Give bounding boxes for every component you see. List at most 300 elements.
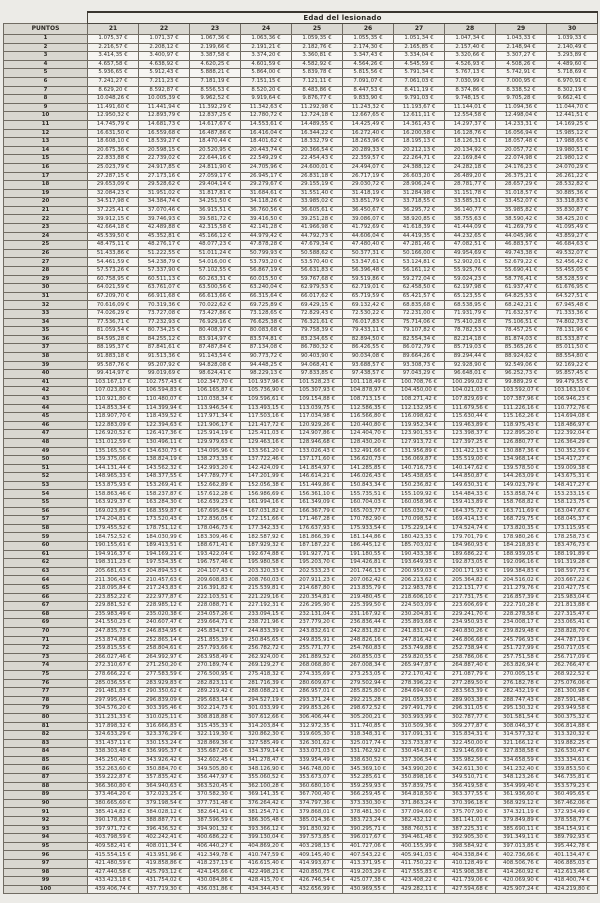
value-cell-age-21: 25.023,79 € bbox=[88, 163, 139, 172]
value-cell-age-27: 82.554,34 € bbox=[394, 335, 445, 344]
value-cell-age-28: 44.232,65 € bbox=[445, 232, 496, 241]
points-row-19 bbox=[4, 189, 598, 198]
value-cell-age-30: 401.134,47 € bbox=[547, 851, 598, 860]
value-cell-age-30: 81.533,87 € bbox=[547, 335, 598, 344]
value-cell-age-28: 8.374,86 € bbox=[445, 86, 496, 95]
value-cell-age-21: 1.075,37 € bbox=[88, 35, 139, 44]
value-cell-age-26: 407.543,22 € bbox=[343, 851, 394, 860]
value-cell-age-23: 102.347,70 € bbox=[190, 378, 241, 387]
value-cell-age-26: 425.077,38 € bbox=[343, 877, 394, 886]
value-cell-age-21: 331.437,11 € bbox=[88, 739, 139, 748]
value-cell-age-29: 204.516,02 € bbox=[496, 576, 547, 585]
value-cell-age-27: 170.098,52 € bbox=[394, 516, 445, 525]
value-cell-age-25: 20.366,54 € bbox=[292, 146, 343, 155]
value-cell-age-28: 3.320,66 € bbox=[445, 52, 496, 61]
value-cell-age-29: 103.592,07 € bbox=[496, 387, 547, 396]
points-cell: 71 bbox=[4, 636, 88, 645]
value-cell-age-23: 322.119,30 € bbox=[190, 731, 241, 740]
value-cell-age-28: 264.887,40 € bbox=[445, 662, 496, 671]
value-cell-age-22: 163.284,30 € bbox=[139, 499, 190, 508]
value-cell-age-27: 371.863,24 € bbox=[394, 799, 445, 808]
value-cell-age-21: 211.306,43 € bbox=[88, 576, 139, 585]
value-cell-age-22: 34.384,74 € bbox=[139, 198, 190, 207]
value-cell-age-27: 93.308,73 € bbox=[394, 361, 445, 370]
value-cell-age-22: 70.319,36 € bbox=[139, 301, 190, 310]
value-cell-age-24: 42.141,28 € bbox=[241, 224, 292, 233]
points-cell: 77 bbox=[4, 688, 88, 697]
value-cell-age-29: 22.074,98 € bbox=[496, 155, 547, 164]
value-cell-age-25: 255.771,77 € bbox=[292, 645, 343, 654]
value-cell-age-27: 44.419,35 € bbox=[394, 232, 445, 241]
value-cell-age-24: 1.063,36 € bbox=[241, 35, 292, 44]
value-cell-age-24: 4.601,59 € bbox=[241, 60, 292, 69]
points-cell: 69 bbox=[4, 619, 88, 628]
value-cell-age-26: 50.377,31 € bbox=[343, 249, 394, 258]
value-cell-age-28: 240.830,26 € bbox=[445, 627, 496, 636]
points-row-85 bbox=[4, 756, 598, 765]
points-row-82 bbox=[4, 731, 598, 740]
value-cell-age-29: 192.096,16 € bbox=[496, 559, 547, 568]
value-cell-age-27: 272.170,42 € bbox=[394, 670, 445, 679]
value-cell-age-28: 75.410,28 € bbox=[445, 318, 496, 327]
value-cell-age-23: 76.929,16 € bbox=[190, 318, 241, 327]
value-cell-age-28: 100.299,02 € bbox=[445, 378, 496, 387]
value-cell-age-29: 425.907,24 € bbox=[496, 885, 547, 894]
value-cell-age-30: 306.814,88 € bbox=[547, 722, 598, 731]
points-cell: 35 bbox=[4, 327, 88, 336]
value-cell-age-22: 24.917,85 € bbox=[139, 163, 190, 172]
value-cell-age-23: 172.836,05 € bbox=[190, 516, 241, 525]
points-cell: 72 bbox=[4, 645, 88, 654]
value-cell-age-30: 15.985,12 € bbox=[547, 129, 598, 138]
value-cell-age-22: 12.893,79 € bbox=[139, 112, 190, 121]
points-cell: 62 bbox=[4, 559, 88, 568]
value-cell-age-26: 9.833,90 € bbox=[343, 95, 394, 104]
value-cell-age-29: 361.936,60 € bbox=[496, 791, 547, 800]
value-cell-age-22: 153.269,41 € bbox=[139, 481, 190, 490]
value-cell-age-23: 302.214,73 € bbox=[190, 705, 241, 714]
value-cell-age-29: 41.269,79 € bbox=[496, 224, 547, 233]
value-cell-age-29: 9.705,28 € bbox=[496, 95, 547, 104]
value-cell-age-23: 196.757,46 € bbox=[190, 559, 241, 568]
value-cell-age-23: 382.641,41 € bbox=[190, 808, 241, 817]
points-row-21 bbox=[4, 206, 598, 215]
value-cell-age-21: 135.165,50 € bbox=[88, 447, 139, 456]
value-cell-age-26: 93.688,57 € bbox=[343, 361, 394, 370]
points-row-4 bbox=[4, 60, 598, 69]
value-cell-age-22: 197.534,35 € bbox=[139, 559, 190, 568]
points-row-6 bbox=[4, 77, 598, 86]
value-cell-age-26: 53.347,61 € bbox=[343, 258, 394, 267]
value-cell-age-27: 247.816,42 € bbox=[394, 636, 445, 645]
value-cell-age-23: 289.219,42 € bbox=[190, 688, 241, 697]
value-cell-age-30: 178.258,73 € bbox=[547, 533, 598, 542]
value-cell-age-26: 124.404,70 € bbox=[343, 430, 394, 439]
value-cell-age-29: 408.506,76 € bbox=[496, 860, 547, 869]
value-cell-age-22: 2.208,12 € bbox=[139, 43, 190, 52]
value-cell-age-29: 222.710,28 € bbox=[496, 602, 547, 611]
value-cell-age-25: 62.979,53 € bbox=[292, 284, 343, 293]
value-cell-age-28: 28.781,77 € bbox=[445, 181, 496, 190]
value-cell-age-23: 16.487,86 € bbox=[190, 129, 241, 138]
value-cell-age-23: 1.067,36 € bbox=[190, 35, 241, 44]
value-cell-age-21: 95.587,76 € bbox=[88, 361, 139, 370]
value-cell-age-25: 101.528,23 € bbox=[292, 378, 343, 387]
value-cell-age-21: 317.898,32 € bbox=[88, 722, 139, 731]
value-cell-age-27: 89.664,26 € bbox=[394, 352, 445, 361]
value-cell-age-29: 163.711,69 € bbox=[496, 507, 547, 516]
points-row-31 bbox=[4, 292, 598, 301]
value-cell-age-22: 323.376,29 € bbox=[139, 731, 190, 740]
value-cell-age-26: 150.843,34 € bbox=[343, 481, 394, 490]
value-cell-age-27: 400.155,99 € bbox=[394, 842, 445, 851]
points-row-15 bbox=[4, 155, 598, 164]
points-row-70 bbox=[4, 627, 598, 636]
value-cell-age-27: 337.306,54 € bbox=[394, 756, 445, 765]
value-cell-age-26: 79.433,11 € bbox=[343, 327, 394, 336]
value-cell-age-21: 20.675,36 € bbox=[88, 146, 139, 155]
value-cell-age-21: 118.907,70 € bbox=[88, 413, 139, 422]
points-cell: 15 bbox=[4, 155, 88, 164]
points-row-100 bbox=[4, 885, 598, 894]
points-row-81 bbox=[4, 722, 598, 731]
value-cell-age-21: 22.833,88 € bbox=[88, 155, 139, 164]
points-cell: 6 bbox=[4, 77, 88, 86]
value-cell-age-27: 79.107,82 € bbox=[394, 327, 445, 336]
value-cell-age-24: 53.793,20 € bbox=[241, 258, 292, 267]
value-cell-age-28: 184.960,93 € bbox=[445, 542, 496, 551]
value-cell-age-22: 8.592,87 € bbox=[139, 86, 190, 95]
value-cell-age-26: 146.026,43 € bbox=[343, 473, 394, 482]
value-cell-age-29: 251.727,99 € bbox=[496, 645, 547, 654]
value-cell-age-24: 410.747,59 € bbox=[241, 851, 292, 860]
points-row-74 bbox=[4, 662, 598, 671]
value-cell-age-21: 10.048,26 € bbox=[88, 95, 139, 104]
value-cell-age-29: 8.338,52 € bbox=[496, 86, 547, 95]
value-cell-age-21: 74.026,29 € bbox=[88, 310, 139, 319]
value-cell-age-26: 3.347,43 € bbox=[343, 52, 394, 61]
value-cell-age-28: 217.731,75 € bbox=[445, 593, 496, 602]
value-cell-age-23: 193.422,04 € bbox=[190, 550, 241, 559]
value-cell-age-25: 146.614,21 € bbox=[292, 473, 343, 482]
points-cell: 99 bbox=[4, 877, 88, 886]
value-cell-age-21: 139.375,06 € bbox=[88, 456, 139, 465]
value-cell-age-21: 107.023,80 € bbox=[88, 387, 139, 396]
points-row-75 bbox=[4, 670, 598, 679]
value-cell-age-21: 57.573,26 € bbox=[88, 267, 139, 276]
value-cell-age-23: 48.077,23 € bbox=[190, 241, 241, 250]
value-cell-age-24: 60.015,50 € bbox=[241, 275, 292, 284]
value-cell-age-28: 85.719,03 € bbox=[445, 344, 496, 353]
value-cell-age-28: 164.375,72 € bbox=[445, 507, 496, 516]
value-cell-age-26: 219.480,45 € bbox=[343, 593, 394, 602]
points-row-90 bbox=[4, 799, 598, 808]
value-cell-age-25: 385.014,36 € bbox=[292, 817, 343, 826]
points-cell: 21 bbox=[4, 206, 88, 215]
points-cell: 25 bbox=[4, 241, 88, 250]
value-cell-age-25: 2.182,76 € bbox=[292, 43, 343, 52]
value-cell-age-21: 131.012,59 € bbox=[88, 438, 139, 447]
points-row-60 bbox=[4, 542, 598, 551]
value-cell-age-30: 221.813,88 € bbox=[547, 602, 598, 611]
value-cell-age-25: 7.121,11 € bbox=[292, 77, 343, 86]
value-cell-age-25: 207.911,23 € bbox=[292, 576, 343, 585]
value-cell-age-24: 355.060,52 € bbox=[241, 774, 292, 783]
value-cell-age-24: 182.587,92 € bbox=[241, 533, 292, 542]
value-cell-age-28: 36.140,77 € bbox=[445, 206, 496, 215]
value-cell-age-28: 24.282,18 € bbox=[445, 163, 496, 172]
points-cell: 61 bbox=[4, 550, 88, 559]
value-cell-age-26: 86.426,55 € bbox=[343, 344, 394, 353]
value-cell-age-25: 339.954,49 € bbox=[292, 756, 343, 765]
value-cell-age-27: 24.388,12 € bbox=[394, 163, 445, 172]
value-cell-age-27: 36.295,72 € bbox=[394, 206, 445, 215]
value-cell-age-28: 16.128,76 € bbox=[445, 129, 496, 138]
points-cell: 76 bbox=[4, 679, 88, 688]
value-cell-age-24: 44.979,42 € bbox=[241, 232, 292, 241]
value-cell-age-28: 174.524,74 € bbox=[445, 524, 496, 533]
value-cell-age-22: 240.607,47 € bbox=[139, 619, 190, 628]
points-row-68 bbox=[4, 610, 598, 619]
value-cell-age-29: 199.384,83 € bbox=[496, 567, 547, 576]
value-cell-age-22: 384.028,12 € bbox=[139, 808, 190, 817]
points-cell: 59 bbox=[4, 533, 88, 542]
value-cell-age-30: 14.169,25 € bbox=[547, 120, 598, 129]
value-cell-age-22: 303.395,46 € bbox=[139, 705, 190, 714]
value-cell-age-26: 65.719,59 € bbox=[343, 292, 394, 301]
value-cell-age-22: 37.070,46 € bbox=[139, 206, 190, 215]
value-cell-age-25: 26.831,18 € bbox=[292, 172, 343, 181]
value-cell-age-22: 173.520,43 € bbox=[139, 516, 190, 525]
value-cell-age-26: 56.396,48 € bbox=[343, 267, 394, 276]
points-row-13 bbox=[4, 138, 598, 147]
value-cell-age-21: 99.414,97 € bbox=[88, 370, 139, 379]
value-cell-age-23: 263.958,49 € bbox=[190, 653, 241, 662]
points-row-50 bbox=[4, 456, 598, 465]
points-row-51 bbox=[4, 464, 598, 473]
value-cell-age-27: 155.109,92 € bbox=[394, 490, 445, 499]
value-cell-age-24: 362.100,28 € bbox=[241, 782, 292, 791]
points-cell: 58 bbox=[4, 524, 88, 533]
value-cell-age-28: 65.123,55 € bbox=[445, 292, 496, 301]
value-cell-age-30: 395.442,78 € bbox=[547, 842, 598, 851]
value-cell-age-24: 386.305,48 € bbox=[241, 817, 292, 826]
value-cell-age-23: 138.273,33 € bbox=[190, 456, 241, 465]
value-cell-age-29: 397.013,85 € bbox=[496, 842, 547, 851]
value-cell-age-26: 170.782,90 € bbox=[343, 516, 394, 525]
value-cell-age-26: 36.450,67 € bbox=[343, 206, 394, 215]
value-cell-age-25: 414.993,67 € bbox=[292, 860, 343, 869]
value-cell-age-27: 86.072,79 € bbox=[394, 344, 445, 353]
value-cell-age-23: 295.683,14 € bbox=[190, 696, 241, 705]
value-cell-age-26: 5.815,56 € bbox=[343, 69, 394, 78]
value-cell-age-28: 38.755,63 € bbox=[445, 215, 496, 224]
value-cell-age-25: 41.966,98 € bbox=[292, 224, 343, 233]
points-cell: 11 bbox=[4, 120, 88, 129]
corner-blank bbox=[4, 12, 88, 24]
value-cell-age-28: 127.397,25 € bbox=[445, 438, 496, 447]
value-cell-age-24: 167.031,82 € bbox=[241, 507, 292, 516]
points-cell: 75 bbox=[4, 670, 88, 679]
value-cell-age-22: 99.019,69 € bbox=[139, 370, 190, 379]
value-cell-age-23: 73.427,86 € bbox=[190, 310, 241, 319]
value-cell-age-22: 277.583,59 € bbox=[139, 670, 190, 679]
value-cell-age-21: 373.464,20 € bbox=[88, 791, 139, 800]
value-cell-age-28: 246.806,68 € bbox=[445, 636, 496, 645]
value-cell-age-27: 417.555,83 € bbox=[394, 868, 445, 877]
value-cell-age-26: 2.174,30 € bbox=[343, 43, 394, 52]
value-cell-age-25: 319.605,30 € bbox=[292, 731, 343, 740]
value-cell-age-23: 147.789,77 € bbox=[190, 473, 241, 482]
value-cell-age-30: 78.131,96 € bbox=[547, 327, 598, 336]
value-cell-age-27: 28.906,24 € bbox=[394, 181, 445, 190]
value-cell-age-25: 39.251,28 € bbox=[292, 215, 343, 224]
points-row-89 bbox=[4, 791, 598, 800]
value-cell-age-27: 284.694,60 € bbox=[394, 688, 445, 697]
value-cell-age-30: 9.662,41 € bbox=[547, 95, 598, 104]
value-cell-age-29: 64.825,53 € bbox=[496, 292, 547, 301]
value-cell-age-28: 1.047,34 € bbox=[445, 35, 496, 44]
points-cell: 81 bbox=[4, 722, 88, 731]
value-cell-age-26: 16.272,40 € bbox=[343, 129, 394, 138]
value-cell-age-29: 85.365,26 € bbox=[496, 344, 547, 353]
value-cell-age-28: 104.021,03 € bbox=[445, 387, 496, 396]
value-cell-age-27: 75.714,06 € bbox=[394, 318, 445, 327]
points-row-36 bbox=[4, 335, 598, 344]
value-cell-age-22: 194.169,21 € bbox=[139, 550, 190, 559]
value-cell-age-27: 235.893,68 € bbox=[394, 619, 445, 628]
value-cell-age-27: 253.749,88 € bbox=[394, 645, 445, 654]
age-column-header-23: 23 bbox=[190, 24, 241, 35]
value-cell-age-30: 28.532,82 € bbox=[547, 181, 598, 190]
value-cell-age-30: 5.718,69 € bbox=[547, 69, 598, 78]
value-cell-age-21: 163.929,37 € bbox=[88, 499, 139, 508]
points-cell: 29 bbox=[4, 275, 88, 284]
value-cell-age-21: 291.481,83 € bbox=[88, 688, 139, 697]
points-row-65 bbox=[4, 585, 598, 594]
points-cell: 27 bbox=[4, 258, 88, 267]
value-cell-age-23: 178.046,73 € bbox=[190, 524, 241, 533]
value-cell-age-29: 276.182,78 € bbox=[496, 679, 547, 688]
value-cell-age-30: 3.293,89 € bbox=[547, 52, 598, 61]
value-cell-age-28: 370.396,18 € bbox=[445, 799, 496, 808]
points-row-55 bbox=[4, 499, 598, 508]
value-cell-age-26: 62.719,01 € bbox=[343, 284, 394, 293]
points-cell: 82 bbox=[4, 731, 88, 740]
value-cell-age-21: 70.616,09 € bbox=[88, 301, 139, 310]
value-cell-age-22: 118.439,52 € bbox=[139, 413, 190, 422]
points-cell: 64 bbox=[4, 576, 88, 585]
value-cell-age-24: 121.417,72 € bbox=[241, 421, 292, 430]
value-cell-age-23: 34.251,50 € bbox=[190, 198, 241, 207]
value-cell-age-28: 26.489,20 € bbox=[445, 172, 496, 181]
value-cell-age-23: 8.556,53 € bbox=[190, 86, 241, 95]
value-cell-age-21: 148.965,33 € bbox=[88, 473, 139, 482]
value-cell-age-27: 165.039,74 € bbox=[394, 507, 445, 516]
value-cell-age-28: 283.563,39 € bbox=[445, 688, 496, 697]
value-cell-age-21: 5.936,65 € bbox=[88, 69, 139, 78]
value-cell-age-28: 258.786,06 € bbox=[445, 653, 496, 662]
points-row-54 bbox=[4, 490, 598, 499]
value-cell-age-30: 227.315,47 € bbox=[547, 610, 598, 619]
value-cell-age-30: 61.676,95 € bbox=[547, 284, 598, 293]
value-cell-age-25: 59.767,68 € bbox=[292, 275, 343, 284]
value-cell-age-25: 274.335,69 € bbox=[292, 670, 343, 679]
value-cell-age-28: 179.701,79 € bbox=[445, 533, 496, 542]
value-cell-age-26: 72.530,22 € bbox=[343, 310, 394, 319]
value-cell-age-23: 270.189,74 € bbox=[190, 662, 241, 671]
points-cell: 5 bbox=[4, 69, 88, 78]
value-cell-age-21: 235.983,49 € bbox=[88, 610, 139, 619]
value-cell-age-27: 224.503,09 € bbox=[394, 602, 445, 611]
value-cell-age-29: 228.278,58 € bbox=[496, 610, 547, 619]
value-cell-age-29: 52.679,22 € bbox=[496, 258, 547, 267]
value-cell-age-22: 54.238,79 € bbox=[139, 258, 190, 267]
value-cell-age-24: 18.401,62 € bbox=[241, 138, 292, 147]
value-cell-age-21: 88.195,37 € bbox=[88, 344, 139, 353]
value-cell-age-24: 133.561,20 € bbox=[241, 447, 292, 456]
value-cell-age-21: 272.310,67 € bbox=[88, 662, 139, 671]
value-cell-age-25: 176.637,93 € bbox=[292, 524, 343, 533]
value-cell-age-24: 16.416,04 € bbox=[241, 129, 292, 138]
value-cell-age-30: 92.169,22 € bbox=[547, 361, 598, 370]
value-cell-age-29: 130.887,36 € bbox=[496, 447, 547, 456]
value-cell-age-22: 57.337,90 € bbox=[139, 267, 190, 276]
value-cell-age-26: 33.851,79 € bbox=[343, 198, 394, 207]
value-cell-age-21: 42.664,18 € bbox=[88, 224, 139, 233]
value-cell-age-21: 169.023,89 € bbox=[88, 507, 139, 516]
points-row-11 bbox=[4, 120, 598, 129]
age-column-header-27: 27 bbox=[394, 24, 445, 35]
value-cell-age-29: 58.776,41 € bbox=[496, 275, 547, 284]
value-cell-age-28: 52.902,01 € bbox=[445, 258, 496, 267]
value-cell-age-23: 349.505,80 € bbox=[190, 765, 241, 774]
value-cell-age-25: 379.868,01 € bbox=[292, 808, 343, 817]
value-cell-age-28: 92.928,90 € bbox=[445, 361, 496, 370]
value-cell-age-27: 31.284,98 € bbox=[394, 189, 445, 198]
value-cell-age-28: 41.444,09 € bbox=[445, 224, 496, 233]
value-cell-age-22: 402.242,41 € bbox=[139, 834, 190, 843]
value-cell-age-24: 172.151,66 € bbox=[241, 516, 292, 525]
points-cell: 53 bbox=[4, 481, 88, 490]
value-cell-age-25: 226.295,90 € bbox=[292, 602, 343, 611]
value-cell-age-23: 204.107,43 € bbox=[190, 567, 241, 576]
value-cell-age-21: 3.414,35 € bbox=[88, 52, 139, 61]
value-cell-age-24: 8.520,20 € bbox=[241, 86, 292, 95]
value-cell-age-28: 14.297,37 € bbox=[445, 120, 496, 129]
value-cell-age-30: 17.988,65 € bbox=[547, 138, 598, 147]
value-cell-age-22: 60.511,13 € bbox=[139, 275, 190, 284]
points-row-1 bbox=[4, 35, 598, 44]
value-cell-age-21: 259.815,55 € bbox=[88, 645, 139, 654]
value-cell-age-25: 109.154,88 € bbox=[292, 395, 343, 404]
value-cell-age-24: 238.721,96 € bbox=[241, 619, 292, 628]
points-row-10 bbox=[4, 112, 598, 121]
value-cell-age-22: 228.985,12 € bbox=[139, 602, 190, 611]
value-cell-age-29: 144.263,09 € bbox=[496, 473, 547, 482]
value-cell-age-26: 366.259,45 € bbox=[343, 791, 394, 800]
value-cell-age-28: 252.738,94 € bbox=[445, 645, 496, 654]
value-cell-age-24: 307.612,66 € bbox=[241, 713, 292, 722]
value-cell-age-29: 414.260,92 € bbox=[496, 868, 547, 877]
points-cell: 44 bbox=[4, 404, 88, 413]
value-cell-age-21: 18.608,10 € bbox=[88, 138, 139, 147]
value-cell-age-23: 106.165,87 € bbox=[190, 387, 241, 396]
value-cell-age-27: 68.835,68 € bbox=[394, 301, 445, 310]
value-cell-age-30: 130.352,59 € bbox=[547, 447, 598, 456]
points-cell: 84 bbox=[4, 748, 88, 757]
value-cell-age-23: 22.644,16 € bbox=[190, 155, 241, 164]
